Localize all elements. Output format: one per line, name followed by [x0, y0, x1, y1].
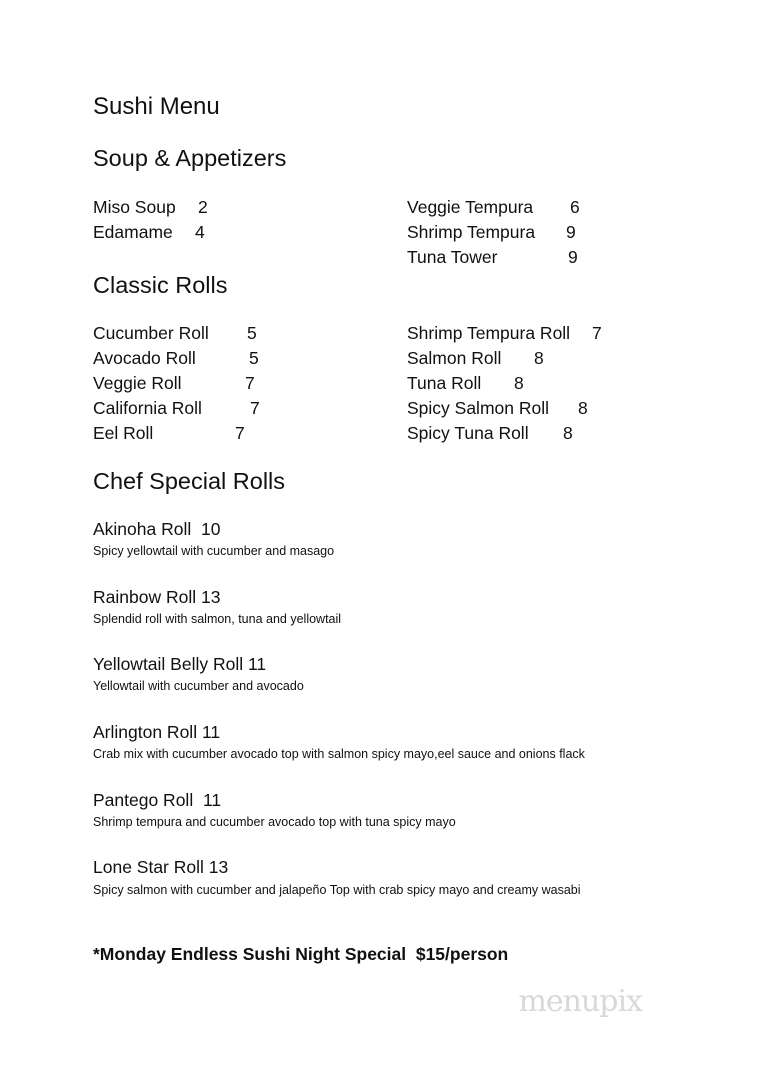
- item-price: 2: [198, 197, 208, 217]
- item-price: 7: [592, 323, 602, 343]
- item-price: 11: [202, 790, 222, 810]
- item-name: Pantego Roll: [93, 790, 194, 810]
- special-item-desc: Spicy salmon with cucumber and jalapeño Top with crab spicy mayo and creamy wasabi: [93, 883, 581, 897]
- classic-right-list: [407, 321, 602, 446]
- item-name: Lone Star Roll: [93, 857, 204, 877]
- item-price: 13: [200, 587, 221, 607]
- special-item-name: [93, 654, 266, 675]
- special-item-name: [93, 790, 221, 811]
- menu-item: [93, 220, 205, 245]
- menu-item: [407, 321, 602, 346]
- menu-item: [93, 421, 245, 446]
- item-name: Eel Roll: [93, 423, 154, 443]
- item-name: California Roll: [93, 398, 202, 418]
- appetizer-left-list: [93, 195, 208, 245]
- special-item-name: [93, 519, 220, 540]
- item-name: Spicy Tuna Roll: [407, 423, 529, 443]
- appetizer-right-list: [407, 195, 580, 270]
- menu-item: [93, 321, 257, 346]
- item-name: Shrimp Tempura Roll: [407, 323, 571, 343]
- item-name: Akinoha Roll: [93, 519, 192, 539]
- item-name: Tuna Tower: [407, 247, 498, 267]
- item-name: Avocado Roll: [93, 348, 196, 368]
- menu-item: [93, 396, 260, 421]
- menu-item: [407, 346, 570, 371]
- item-price: 6: [570, 197, 580, 217]
- menu-item: [93, 195, 208, 220]
- special-item-desc: Yellowtail with cucumber and avocado: [93, 679, 304, 693]
- menu-item: [407, 421, 573, 446]
- item-price: 7: [245, 373, 255, 393]
- item-price: 13: [208, 857, 229, 877]
- item-name: Arlington Roll: [93, 722, 198, 742]
- item-price: 9: [568, 247, 578, 267]
- item-price: 7: [235, 423, 245, 443]
- item-name: Veggie Roll: [93, 373, 182, 393]
- menu-title: Sushi Menu: [93, 93, 220, 120]
- item-price: 8: [563, 423, 573, 443]
- item-price: 5: [247, 323, 257, 343]
- special-item-desc: Crab mix with cucumber avocado top with salmon spicy mayo,eel sauce and onions flack: [93, 747, 585, 761]
- menu-item: [93, 346, 259, 371]
- watermark-logo: menupix: [518, 984, 642, 1019]
- item-price: 11: [248, 654, 267, 674]
- menu-item: [407, 371, 570, 396]
- item-price: 4: [195, 222, 205, 242]
- menu-item: [407, 245, 578, 270]
- menu-item: [93, 371, 255, 396]
- item-name: Tuna Roll: [407, 373, 482, 393]
- item-name: Miso Soup: [93, 197, 176, 217]
- special-item-desc: Splendid roll with salmon, tuna and yellowtail: [93, 612, 342, 626]
- item-price: 10: [200, 519, 221, 539]
- item-price: 7: [250, 398, 260, 418]
- item-price: 9: [566, 222, 576, 242]
- item-price: 5: [249, 348, 259, 368]
- special-item-desc: Spicy yellowtail with cucumber and masago: [93, 544, 335, 558]
- item-name: Veggie Tempura: [407, 197, 534, 217]
- menu-item: [407, 396, 588, 421]
- special-item-name: [93, 722, 220, 743]
- item-price: 8: [578, 398, 588, 418]
- section-heading-classic: Classic Rolls: [93, 272, 228, 298]
- item-name: Edamame: [93, 222, 173, 242]
- item-name: Yellowtail Belly Roll: [93, 654, 244, 674]
- item-name: Salmon Roll: [407, 348, 502, 368]
- special-item-name: [93, 587, 220, 608]
- item-price: 8: [514, 373, 524, 393]
- item-name: Spicy Salmon Roll: [407, 398, 549, 418]
- menu-item: [407, 195, 580, 220]
- menu-item: [407, 220, 576, 245]
- special-item-desc: Shrimp tempura and cucumber avocado top with tuna spicy mayo: [93, 815, 456, 829]
- item-price: 11: [201, 722, 221, 742]
- section-heading-chef: Chef Special Rolls: [93, 468, 286, 494]
- section-heading-appetizers: Soup & Appetizers: [93, 145, 287, 171]
- item-price: 8: [534, 348, 544, 368]
- item-name: Rainbow Roll: [93, 587, 197, 607]
- item-name: Shrimp Tempura: [407, 222, 536, 242]
- item-name: Cucumber Roll: [93, 323, 209, 343]
- special-item-name: [93, 857, 228, 878]
- promo-text: *Monday Endless Sushi Night Special $15/person: [93, 944, 509, 964]
- classic-left-list: [93, 321, 260, 446]
